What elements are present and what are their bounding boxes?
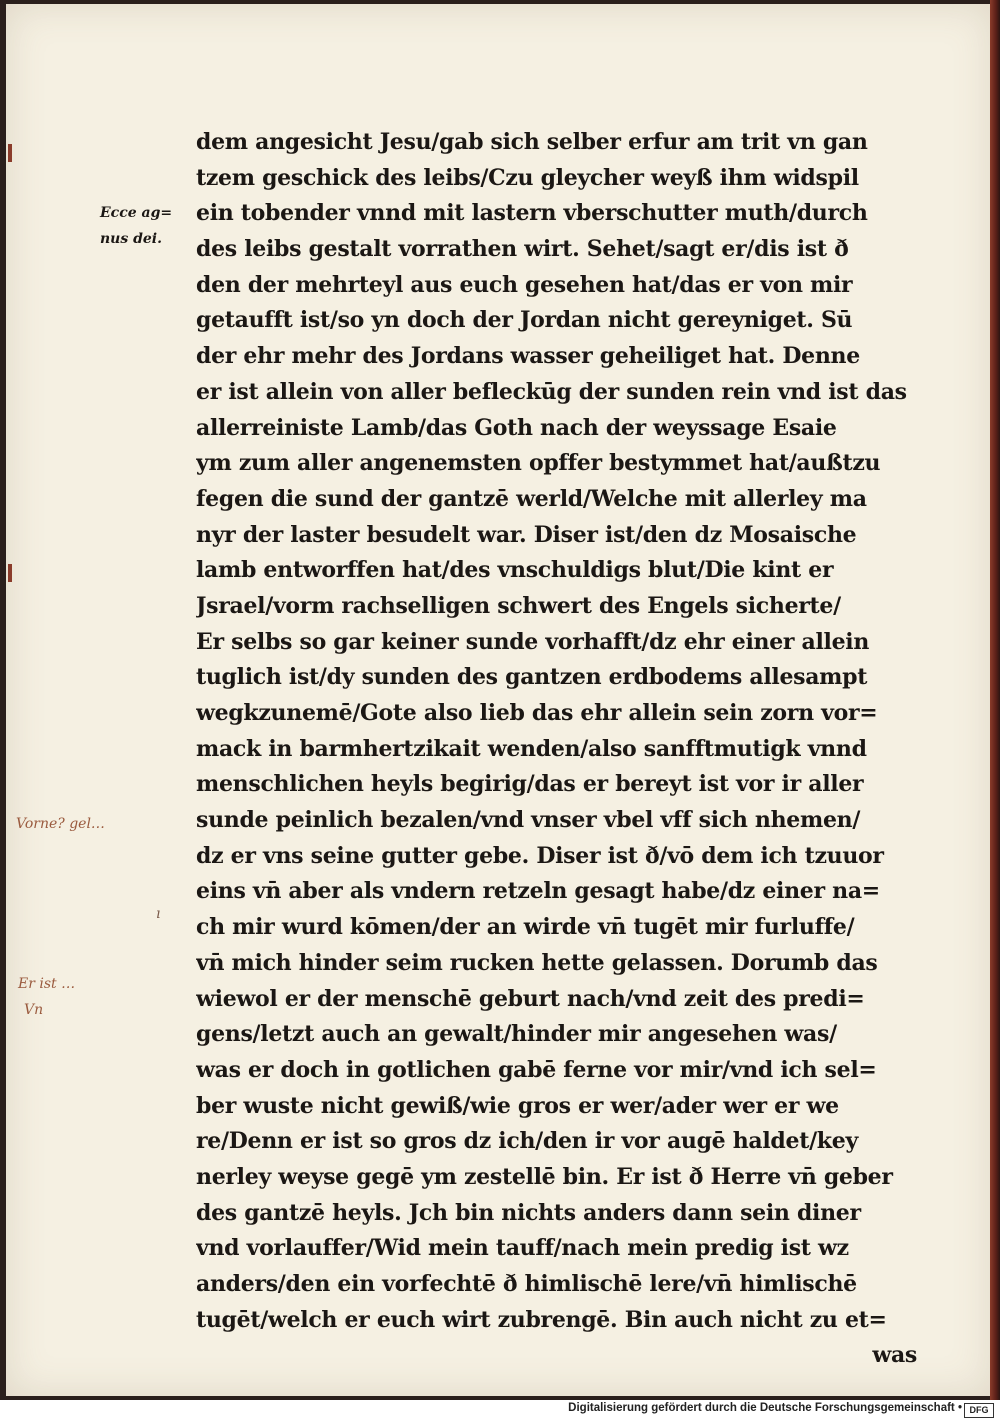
text-line: mack in barmhertzikait wenden/also sanfftmutigk vnnd	[196, 735, 867, 762]
text-line: nerley weyse gegē ym zestellē bin. Er ist ð Herre vn̄ geber	[196, 1163, 893, 1190]
footer-bar	[0, 1400, 1000, 1420]
text-line: getaufft ist/so yn doch der Jordan nicht gereyniget. Sū	[196, 307, 853, 334]
text-line: allerreiniste Lamb/das Goth nach der weyssage Esaie	[196, 414, 837, 441]
text-line: Er selbs so gar keiner sunde vorhafft/dz ehr einer allein	[196, 628, 870, 655]
text-line: er ist allein von aller befleckūg der sunden rein vnd ist das	[196, 378, 907, 405]
text-line: der ehr mehr des Jordans wasser geheiliget hat. Denne	[196, 343, 860, 370]
text-line: nyr der laster besudelt war. Diser ist/den dz Mosaische	[196, 521, 857, 548]
body-text	[196, 125, 931, 1374]
text-line: dem angesicht Jesu/gab sich selber erfur am trit vn gan	[196, 129, 868, 155]
text-line: menschlichen heyls begirig/das er bereyt ist vor ir aller	[196, 771, 864, 798]
handwritten-annotation: Vn	[24, 1002, 44, 1018]
binding-edge	[990, 0, 1000, 1400]
text-line: ym zum aller angenemsten opffer bestymmet hat/außtzu	[196, 450, 881, 477]
binding-mark	[8, 144, 12, 162]
text-line: was er doch in gotlichen gabē ferne vor mir/vnd ich sel=	[196, 1056, 877, 1083]
text-line: eins vn̄ aber als vndern retzeln gesagt habe/dz einer na=	[196, 878, 880, 905]
text-line: den der mehrteyl aus euch gesehen hat/das er von mir	[196, 271, 853, 298]
text-line: fegen die sund der gantzē werld/Welche mit allerley ma	[196, 485, 867, 512]
text-line: ber wuste nicht gewiß/wie gros er wer/ader wer er we	[196, 1092, 839, 1119]
printed-marginal-note	[100, 200, 192, 252]
text-line: re/Denn er ist so gros dz ich/den ir vor augē haldet/key	[196, 1128, 858, 1155]
text-line: des gantzē heyls. Jch bin nichts anders dann sein diner	[196, 1199, 861, 1226]
text-line: sunde peinlich bezalen/vnd vnser vbel vff sich nhemen/	[196, 807, 861, 834]
text-line: Jsrael/vorm rachselligen schwert des Engels sicherte/	[196, 592, 841, 619]
text-line: wegkzunemē/Gote also lieb das ehr allein sein zorn vor=	[196, 700, 878, 726]
text-line: lamb entworffen hat/des vnschuldigs blut/Die kint er	[196, 557, 834, 584]
handwritten-annotation: Vorne? gel…	[16, 816, 105, 832]
text-line: ein tobender vnnd mit lastern vberschutter muth/durch	[196, 200, 868, 227]
text-line: gens/letzt auch an gewalt/hinder mir angesehen was/	[196, 1021, 837, 1048]
text-line: vn̄ mich hinder seim rucken hette gelassen. Dorumb das	[196, 949, 878, 976]
text-line: tugēt/welch er euch wirt zubrengē. Bin auch nicht zu et=	[196, 1306, 887, 1333]
funding-credit: Digitalisierung gefördert durch die Deutsche Forschungsgemeinschaft •	[568, 1402, 962, 1414]
handwritten-mark: ı	[156, 906, 161, 922]
text-line: anders/den ein vorfechtē ð himlischē lere/vn̄ himlischē	[196, 1271, 857, 1297]
dfg-logo: DFG	[964, 1403, 994, 1418]
marginal-note-line: nus dei.	[100, 231, 163, 247]
handwritten-annotation: Er ist …	[18, 976, 76, 992]
text-line: wiewol er der menschē geburt nach/vnd zeit des predi=	[196, 985, 865, 1012]
catchword: was	[872, 1342, 917, 1369]
binding-mark	[8, 564, 12, 582]
text-line: vnd vorlauffer/Wid mein tauff/nach mein predig ist wz	[196, 1235, 849, 1262]
marginal-note-line: Ecce ag=	[100, 205, 173, 221]
text-line: tuglich ist/dy sunden des gantzen erdbodems allesampt	[196, 664, 868, 691]
text-line: ch mir wurd kōmen/der an wirde vn̄ tugēt mir furluffe/	[196, 914, 855, 941]
text-line: dz er vns seine gutter gebe. Diser ist ð/vō dem ich tzuuor	[196, 842, 884, 869]
text-line: tzem geschick des leibs/Czu gleycher weyß ihm widspil	[196, 164, 859, 191]
text-line: des leibs gestalt vorrathen wirt. Sehet/sagt er/dis ist ð	[196, 236, 849, 263]
